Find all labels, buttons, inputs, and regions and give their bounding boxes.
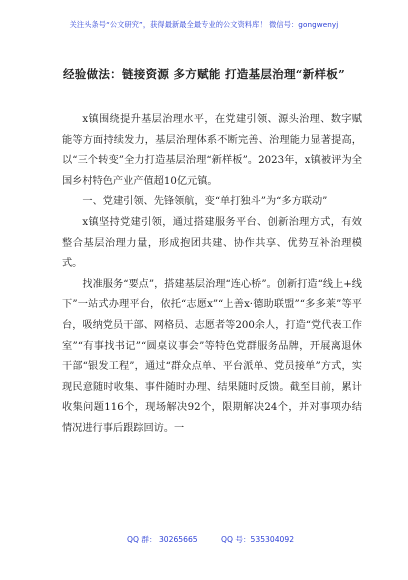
body-paragraph: x镇坚持党建引领，通过搭建服务平台、创新治理方式，有效整合基层治理力量，形成抱团共建、协作共享、优势互补治理模式。 — [62, 216, 362, 270]
footer-qq-number: QQ 号：535304092 — [221, 535, 295, 544]
footer-qq-group: QQ 群： 30265665 — [127, 535, 198, 544]
document-body — [62, 110, 362, 440]
document-title: 经验做法：链接资源 多方赋能 打造基层治理“新样板” — [62, 67, 346, 81]
body-paragraph: 找准服务“要点”，搭建基层治理“连心桥”。创新打造“线上+线下”一站式办理平台，依托“志愿x”“上善x·德助联盟”“多多莱”等平台，吸纳党员干部、网格员、志愿者等200余人，打造“党代表工作室”“有事找书记”“圆桌议事会”等特色党群服务品牌，开展离退休干部“银发工程”，通过“群众点单、平台派单、党员接单”方式，实现民意随时收集、事件随时办理、结果随时反馈。截至目前，累计收集问题116个，现场解决92个，限期解决24个，并对事项办结情况进行事后跟踪回访。一 — [62, 278, 362, 434]
header-promo-note: 关注头条号“公文研究”，获得最新最全最专业的公文资料库！ 微信号：gongwenyj — [69, 20, 339, 29]
body-paragraph: x镇围绕提升基层治理水平，在党建引领、源头治理、数字赋能等方面持续发力，基层治理体系不断完善、治理能力显著提高，以“三个转变”全力打造基层治理“新样板”。2023年，x镇被评为全国乡村特色产业产值超10亿元镇。 — [62, 114, 362, 187]
section-heading: 一、党建引领、先锋领航，变“单打独斗”为“多方联动” — [82, 196, 328, 208]
